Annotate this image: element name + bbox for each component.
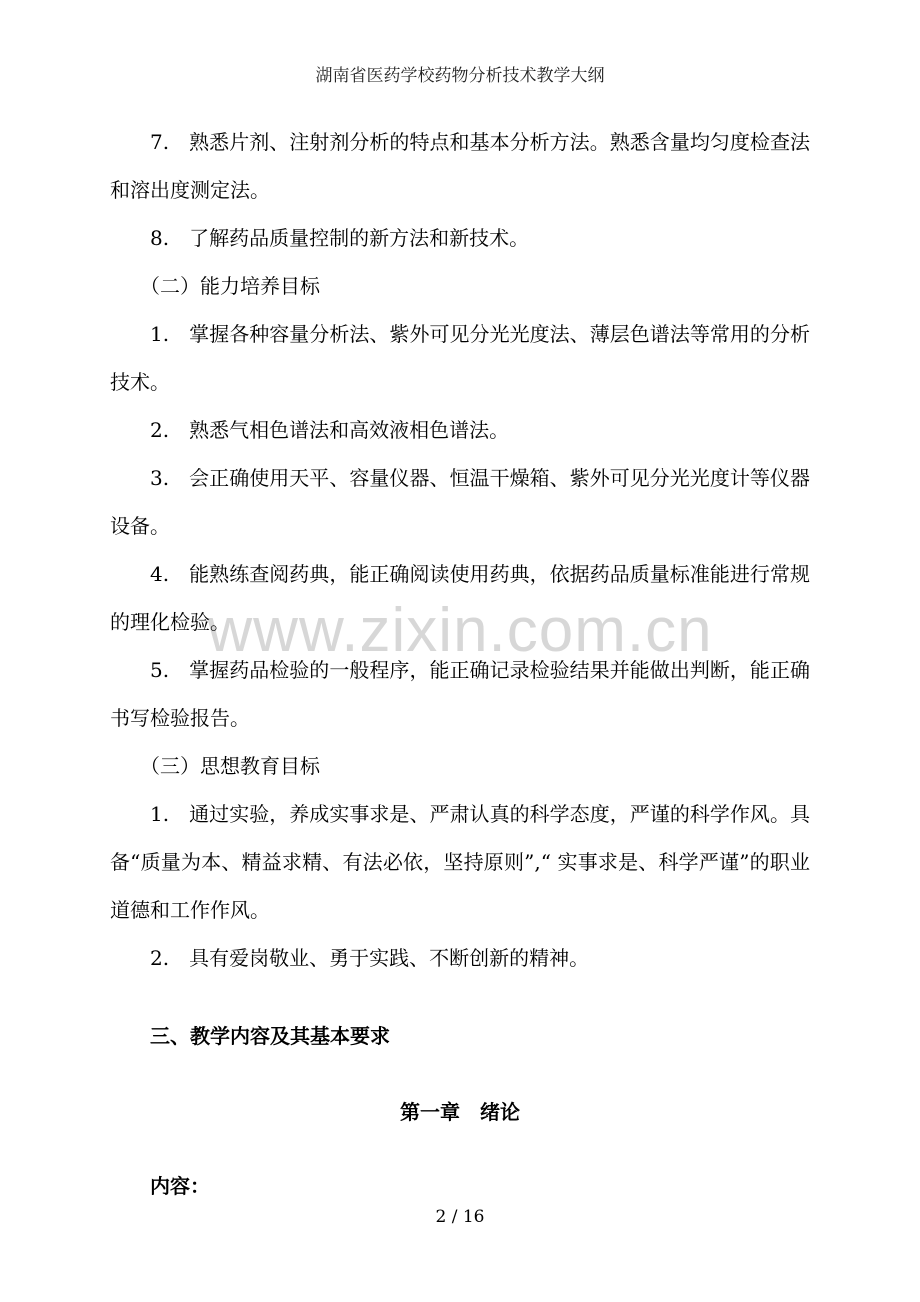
content-label: 内容： [150, 1174, 210, 1198]
list-item-knowledge-7: 7. 熟悉片剂、注射剂分析的特点和基本分析方法。熟悉含量均匀度检查法和溶出度测定法。 [110, 130, 810, 202]
watermark: www.zixin.com.cn [207, 596, 713, 665]
list-item-ability-3: 3. 会正确使用天平、容量仪器、恒温干燥箱、紫外可见分光光度计等仪器设备。 [110, 466, 810, 538]
list-item-ability-1: 1. 掌握各种容量分析法、紫外可见分光光度法、薄层色谱法等常用的分析技术。 [110, 322, 810, 394]
subsection-heading-ideology: （三）思想教育目标 [140, 754, 320, 778]
list-item-ability-5: 5. 掌握药品检验的一般程序，能正确记录检验结果并能做出判断，能正确书写检验报告。 [110, 658, 810, 730]
list-item-ideology-2: 2. 具有爱岗敬业、勇于实践、不断创新的精神。 [150, 946, 590, 970]
list-item-knowledge-8: 8. 了解药品质量控制的新方法和新技术。 [150, 226, 530, 250]
page-number: 2 / 16 [435, 1207, 485, 1227]
subsection-heading-ability: （二）能力培养目标 [140, 274, 320, 298]
list-item-ideology-1: 1. 通过实验，养成实事求是、严肃认真的科学态度，严谨的科学作风。具备“质量为本、精益求精、有法必依，坚持原则”,“ 实事求是、科学严谨”的职业道德和工作作风。 [110, 802, 810, 922]
document-body [110, 118, 810, 1210]
chapter-title: 第一章 绪论 [400, 1100, 520, 1124]
list-item-ability-4: 4. 能熟练查阅药典，能正确阅读使用药典，依据药品质量标准能进行常规的理化检验。 [110, 562, 810, 634]
section-heading: 三、教学内容及其基本要求 [150, 1024, 390, 1048]
list-item-ability-2: 2. 熟悉气相色谱法和高效液相色谱法。 [150, 418, 510, 442]
page-header: 湖南省医药学校药物分析技术教学大纲 [315, 66, 605, 86]
